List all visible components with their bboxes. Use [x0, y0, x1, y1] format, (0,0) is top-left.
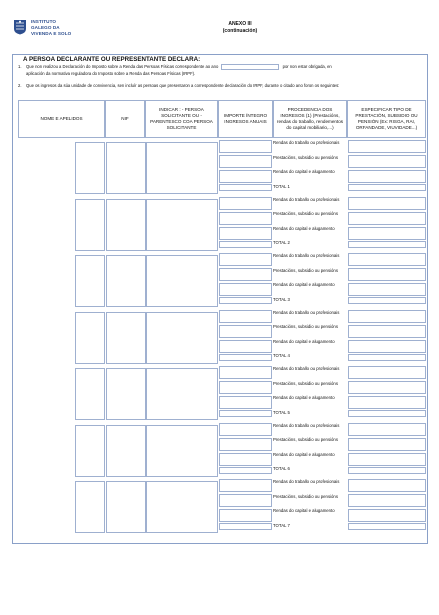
- income-source-labels: [273, 310, 346, 360]
- amount-field-4[interactable]: [219, 297, 272, 304]
- amount-field-1[interactable]: [219, 197, 272, 210]
- type-field-3[interactable]: [348, 340, 426, 353]
- statement-1: [18, 64, 424, 77]
- nif-field[interactable]: [106, 425, 146, 477]
- income-source-label: Prestacións, subsidio ou pensións: [273, 380, 338, 386]
- relationship-field[interactable]: [146, 481, 218, 533]
- name-field[interactable]: [75, 481, 105, 533]
- logo-line-3: VIVENDA E SOLO: [31, 31, 72, 36]
- type-field-2[interactable]: [348, 438, 426, 451]
- income-source-label: Rendas do traballo ou profesionais: [273, 422, 340, 428]
- type-field-2[interactable]: [348, 212, 426, 225]
- nif-field[interactable]: [106, 255, 146, 307]
- name-field[interactable]: [75, 199, 105, 251]
- income-source-label: Rendas do capital e alugamento: [273, 282, 335, 287]
- amount-field-4[interactable]: [219, 410, 272, 417]
- amount-field-2[interactable]: [219, 494, 272, 507]
- income-source-label: Prestacións, subsidio ou pensións: [273, 154, 338, 160]
- income-source-label: Rendas do capital e alugamento: [273, 225, 335, 231]
- amount-field-4[interactable]: [219, 241, 272, 248]
- type-field-1[interactable]: [348, 197, 426, 210]
- type-field-1[interactable]: [348, 253, 426, 266]
- type-field-3[interactable]: [348, 283, 426, 296]
- amount-field-4[interactable]: [219, 523, 272, 530]
- income-source-labels: [273, 253, 346, 303]
- income-source-label: Rendas do traballo ou profesionais: [273, 196, 340, 202]
- relationship-field[interactable]: [146, 425, 218, 477]
- income-source-labels: [273, 366, 346, 416]
- amount-field-2[interactable]: [219, 212, 272, 225]
- type-field-3[interactable]: [348, 170, 426, 183]
- income-source-label: Rendas do capital e alugamento: [273, 451, 335, 457]
- type-field-2[interactable]: [348, 155, 426, 168]
- amount-field-3[interactable]: [219, 170, 272, 183]
- group-total-label: TOTAL 6: [273, 466, 290, 471]
- annex-subtitle: (continuación): [222, 28, 258, 34]
- income-source-label: Rendas do capital e alugamento: [273, 508, 335, 513]
- amount-field-3[interactable]: [219, 340, 272, 353]
- group-total-label: TOTAL 1: [273, 183, 290, 189]
- income-source-label: Rendas do traballo ou profesionais: [273, 140, 340, 145]
- group-total-label: TOTAL 2: [273, 240, 290, 245]
- type-field-1[interactable]: [348, 310, 426, 323]
- amount-field-1[interactable]: [219, 479, 272, 492]
- group-total-label: TOTAL 5: [273, 409, 290, 415]
- group-total-label: TOTAL 3: [273, 296, 290, 302]
- income-source-labels: [273, 423, 346, 473]
- name-field[interactable]: [75, 142, 105, 194]
- annex-title: ANEXO III: [228, 21, 252, 27]
- type-field-3[interactable]: [348, 453, 426, 466]
- income-source-label: Rendas do traballo ou profesionais: [273, 366, 340, 371]
- statement-2-number: 2.: [18, 83, 22, 88]
- group-total-label: TOTAL 7: [273, 522, 290, 528]
- income-source-label: Prestacións, subsidio ou pensións: [273, 267, 338, 273]
- logo-line-2: GALEGO DA: [31, 25, 60, 30]
- type-field-3[interactable]: [348, 227, 426, 240]
- type-field-1[interactable]: [348, 423, 426, 436]
- amount-field-2[interactable]: [219, 155, 272, 168]
- statement-1-text-c: aplicación da normativa reguladora do Imposto sobre a Renda das Persoas Físicas (IRPF).: [26, 70, 196, 76]
- income-source-label: Prestacións, subsidio ou pensións: [273, 211, 338, 216]
- statement-2-text: Que os ingresos da súa unidade de convivencia, sen incluír as persoas que presentaron a correspondente declaración do IRPF, durante o citado ano foron os seguintes:: [26, 83, 340, 88]
- institute-logo: [13, 19, 71, 37]
- type-field-4[interactable]: [348, 467, 426, 474]
- amount-field-2[interactable]: [219, 438, 272, 451]
- statement-1-text-a: Que non realizou a Declaración do Imposto sobre a Renda das Persoas Físicas correspondente ao ano: [26, 64, 219, 70]
- relationship-field[interactable]: [146, 255, 218, 307]
- amount-field-4[interactable]: [219, 467, 272, 474]
- galicia-shield-icon: [13, 19, 27, 35]
- statement-2: [18, 83, 424, 89]
- type-field-1[interactable]: [348, 140, 426, 153]
- amount-field-3[interactable]: [219, 227, 272, 240]
- type-field-4[interactable]: [348, 184, 426, 191]
- amount-field-4[interactable]: [219, 184, 272, 191]
- nif-field[interactable]: [106, 312, 146, 364]
- nif-field[interactable]: [106, 199, 146, 251]
- relationship-field[interactable]: [146, 199, 218, 251]
- amount-field-3[interactable]: [219, 283, 272, 296]
- income-source-label: Rendas do capital e alugamento: [273, 338, 335, 344]
- amount-field-3[interactable]: [219, 509, 272, 522]
- col-header-relationship: INDICAR : - PERSOA SOLICITANTE OU - PARENTESCO COA PERSOA SOLICITANTE: [145, 100, 218, 138]
- income-source-label: Prestacións, subsidio ou pensións: [273, 437, 338, 442]
- type-field-2[interactable]: [348, 381, 426, 394]
- income-source-label: Prestacións, subsidio ou pensións: [273, 493, 338, 499]
- type-field-4[interactable]: [348, 297, 426, 304]
- nif-field[interactable]: [106, 368, 146, 420]
- type-field-1[interactable]: [348, 366, 426, 379]
- col-header-name: NOME E APELIDOS: [18, 100, 105, 138]
- statement-1-number: 1.: [18, 64, 22, 69]
- statement-1-text-b: por non estar obrigada, en: [282, 64, 332, 70]
- amount-field-1[interactable]: [219, 310, 272, 323]
- amount-field-3[interactable]: [219, 453, 272, 466]
- col-header-type: ESPECIFICAR TIPO DE PRESTACIÓN, SUBSIDIO OU PENSIÓN (Ex: RISGA, RAI, ORFANDADE, VIUVIDADE...): [347, 100, 426, 138]
- type-field-2[interactable]: [348, 325, 426, 338]
- income-source-label: Rendas do traballo ou profesionais: [273, 309, 340, 315]
- logo-line-1: INSTITUTO: [31, 19, 57, 24]
- income-source-label: Rendas do traballo ou profesionais: [273, 253, 340, 258]
- group-total-label: TOTAL 4: [273, 353, 290, 358]
- amount-field-1[interactable]: [219, 423, 272, 436]
- type-field-2[interactable]: [348, 494, 426, 507]
- nif-field[interactable]: [106, 481, 146, 533]
- relationship-field[interactable]: [146, 368, 218, 420]
- income-source-label: Prestacións, subsidio ou pensións: [273, 324, 338, 329]
- name-field[interactable]: [75, 255, 105, 307]
- amount-field-1[interactable]: [219, 140, 272, 153]
- amount-field-4[interactable]: [219, 354, 272, 361]
- year-input[interactable]: [221, 64, 279, 70]
- annex-title-block: [205, 21, 275, 35]
- type-field-2[interactable]: [348, 268, 426, 281]
- type-field-3[interactable]: [348, 509, 426, 522]
- amount-field-2[interactable]: [219, 325, 272, 338]
- amount-field-2[interactable]: [219, 381, 272, 394]
- amount-field-1[interactable]: [219, 253, 272, 266]
- type-field-4[interactable]: [348, 241, 426, 248]
- income-source-labels: [273, 479, 346, 529]
- type-field-3[interactable]: [348, 396, 426, 409]
- section-heading: A PERSOA DECLARANTE OU REPRESENTANTE DECLARA:: [23, 56, 201, 63]
- type-field-4[interactable]: [348, 354, 426, 361]
- col-header-amount: IMPORTE ÍNTEGRO INGRESOS ANUAIS: [218, 100, 273, 138]
- relationship-field[interactable]: [146, 312, 218, 364]
- type-field-4[interactable]: [348, 523, 426, 530]
- income-source-labels: [273, 197, 346, 247]
- income-source-label: Rendas do capital e alugamento: [273, 395, 335, 400]
- col-header-source: PROCEDENCIA DOS INGRESOS (1) (Prestacións, rendas do traballo, rendementos do capital mobiliario,...): [273, 100, 347, 138]
- amount-field-2[interactable]: [219, 268, 272, 281]
- col-header-nif: NIF: [105, 100, 145, 138]
- name-field[interactable]: [75, 368, 105, 420]
- type-field-1[interactable]: [348, 479, 426, 492]
- amount-field-1[interactable]: [219, 366, 272, 379]
- type-field-4[interactable]: [348, 410, 426, 417]
- name-field[interactable]: [75, 425, 105, 477]
- income-source-labels: [273, 140, 346, 190]
- nif-field[interactable]: [106, 142, 146, 194]
- amount-field-3[interactable]: [219, 396, 272, 409]
- income-source-label: Rendas do traballo ou profesionais: [273, 479, 340, 484]
- relationship-field[interactable]: [146, 142, 218, 194]
- name-field[interactable]: [75, 312, 105, 364]
- income-source-label: Rendas do capital e alugamento: [273, 169, 335, 174]
